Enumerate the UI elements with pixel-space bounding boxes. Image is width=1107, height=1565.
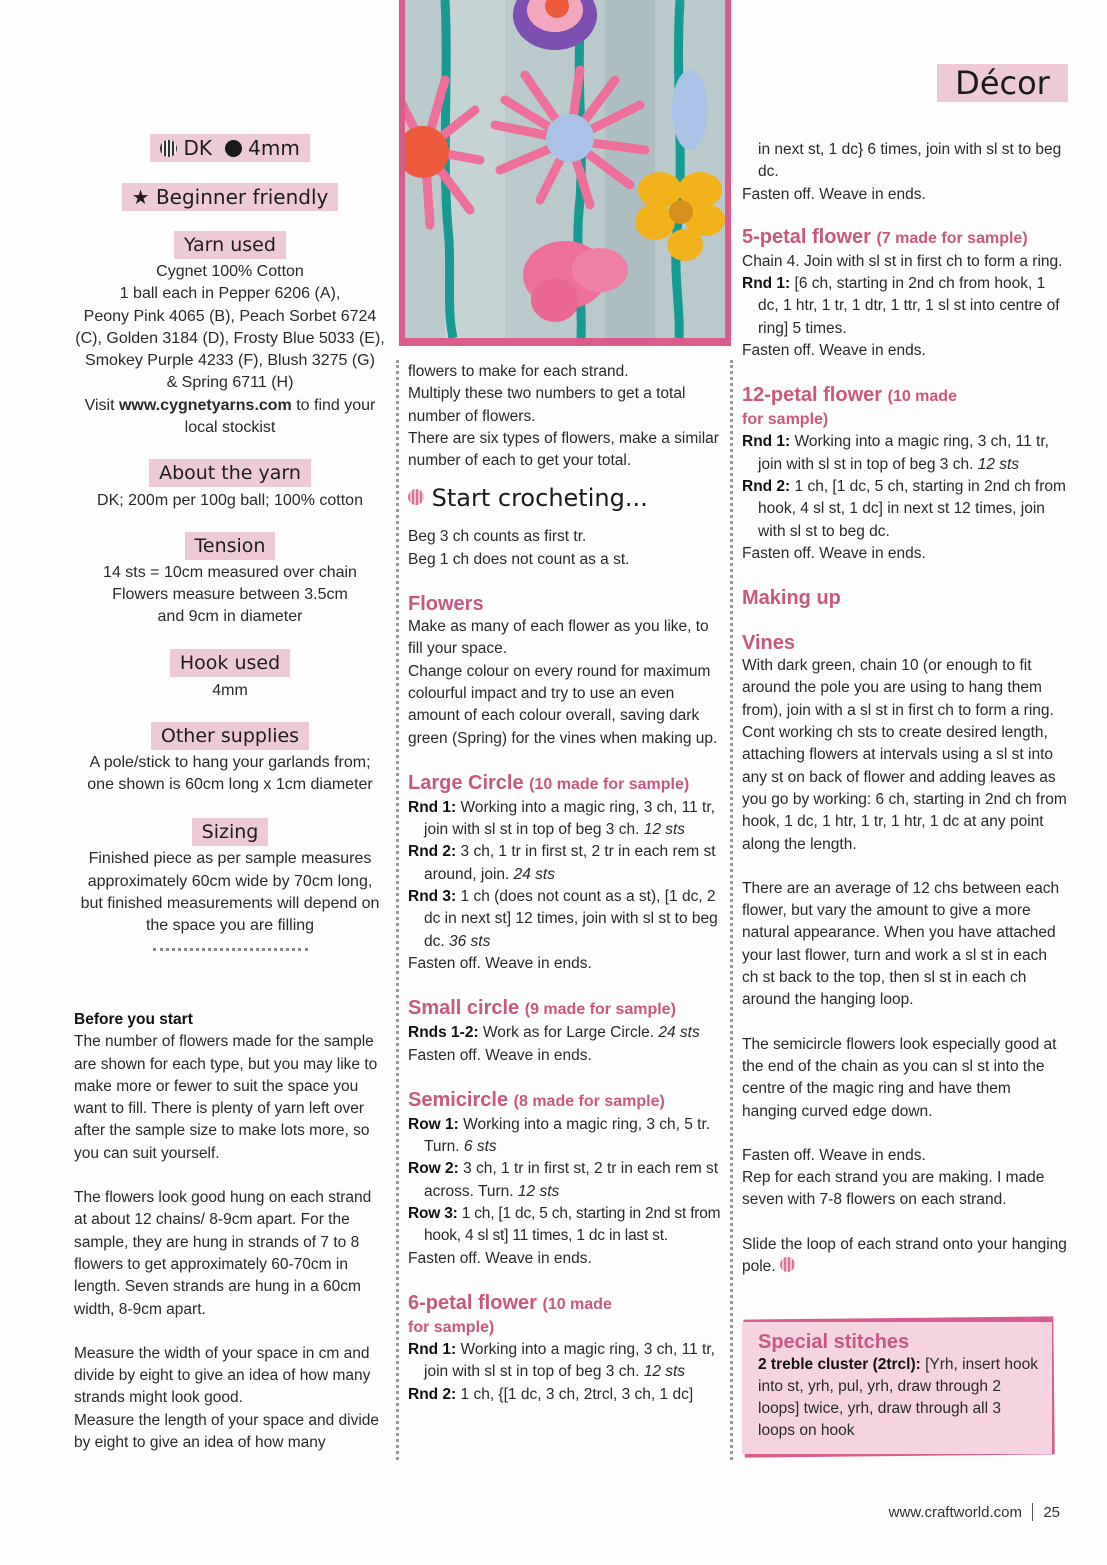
middle-column (408, 361, 726, 1406)
row-label: Row 3: (408, 1205, 458, 1223)
pattern-title: Small circle (408, 997, 520, 1020)
pattern-row (408, 1203, 726, 1248)
row-text: 1 ch, [1 dc, 5 ch, starting in 2nd ch from hook, 4 sl st, 1 dc] in next st 12 times, join with sl st to beg dc. (758, 477, 1066, 540)
special-stitches-heading: Special stitches (758, 1331, 910, 1353)
row-label: Rnd 1: (408, 798, 457, 816)
pattern-title: Semicircle (408, 1088, 509, 1111)
yarn-ball-icon (408, 489, 424, 505)
row-text: 1 ch, [1 dc, 5 ch, starting in 2nd st from hook, 4 sl st] 11 times, 1 dc in last st. (424, 1205, 721, 1245)
pattern-count: (10 made (542, 1295, 612, 1313)
row-count: 12 sts (977, 455, 1020, 473)
small-circle-heading (408, 996, 726, 1022)
project-photo (399, 0, 731, 346)
row-text: 1 ch (does not count as a st), [1 dc, 2 dc in next st] 12 times, join with sl st to beg dc. (424, 888, 718, 950)
row-text: Work as for Large Circle. (478, 1024, 659, 1042)
section-label (937, 64, 1068, 102)
body-text: in next st, 1 dc} 6 times, join with sl st to beg dc. (758, 141, 1062, 181)
row-label: Row 1: (408, 1115, 459, 1133)
body-text: Fasten off. Weave in ends. (408, 1046, 592, 1064)
sizing-heading: Sizing (192, 818, 269, 846)
row-count: 6 sts (463, 1138, 497, 1156)
pattern-count: (10 made (887, 388, 957, 406)
row-count: 12 sts (643, 1363, 686, 1381)
before-paragraph: Measure the width of your space in cm and divide by eight to give an idea of how many strands might look good. (74, 1344, 371, 1407)
body-text: Fasten off. Weave in ends. (408, 954, 592, 972)
five-petal-heading (742, 225, 1067, 251)
about-yarn-heading: About the yarn (149, 459, 311, 487)
row-count: 36 sts (448, 932, 491, 950)
row-text: Working into a magic ring, 3 ch, 5 tr. Turn. (424, 1115, 711, 1156)
pattern-row (742, 476, 1067, 543)
about-yarn-text: DK; 200m per 100g ball; 100% cotton (97, 492, 363, 510)
column-divider (396, 360, 399, 1460)
pattern-count: (10 made for sample) (529, 775, 690, 793)
before-paragraph: Measure the length of your space and divide by eight to give an idea of how many (74, 1411, 380, 1452)
body-text: Beg 1 ch does not count as a st. (408, 550, 630, 568)
hook-used-heading: Hook used (170, 649, 290, 677)
stitch-text: [Yrh, insert hook into st, yrh, pul, yrh, draw through 2 loops] twice, yrh, draw through all 3 loops on hook (758, 1356, 1038, 1439)
special-stitches-box (742, 1322, 1052, 1454)
body-text: The semicircle flowers look especially good at the end of the chain as you can sl st into the centre of the magic ring and have them hanging curved edge down. (742, 1035, 1057, 1120)
row-text: [6 ch, starting in 2nd ch from hook, 1 dc, 1 htr, 1 tr, 1 dtr, 1 ttr, 1 sl st into centre of ring] 5 times. (758, 275, 1060, 337)
semicircle-heading (408, 1088, 726, 1114)
pattern-row (408, 886, 726, 953)
tension-line: Flowers measure between 3.5cm (112, 585, 348, 603)
body-text: With dark green, chain 10 (or enough to fit around the pole you are using to hang them from), join with a sl st in first ch to form a ring. Cont working ch sts to create desired length, attaching flowers at intervals using a sl st into any st on back of flower and adding leaves as you go by working: 6 ch, starting in 2nd ch from hook, 1 dc, 1 htr, 1 tr, 1 htr, 1 dc at any point along the length. (742, 657, 1067, 853)
visit-last: local stockist (184, 419, 276, 437)
body-text: There are six types of flowers, make a similar number of each to get your total. (408, 429, 719, 470)
right-column (742, 139, 1067, 1278)
pattern-count: (8 made for sample) (513, 1092, 665, 1110)
start-crocheting-heading (408, 482, 726, 514)
pattern-title: Large Circle (408, 771, 524, 794)
row-count: 24 sts (658, 1024, 700, 1042)
hook-size: 4mm (248, 136, 300, 160)
pattern-row (408, 841, 726, 886)
sizing-line: approximately 60cm wide by 70cm long, (87, 872, 373, 890)
row-label: Rnd 3: (408, 888, 457, 906)
before-paragraph: The number of flowers made for the sample are shown for each type, but you may like to make more or fewer to suit the space you want to fill. There is plenty of yarn left over after the sample size to make lots more, so you can suit yourself. (74, 1033, 378, 1162)
pattern-row (742, 431, 1067, 476)
footer-divider (1032, 1503, 1033, 1521)
yarn-line: & Spring 6711 (H) (166, 374, 294, 392)
row-text: 1 ch, {[1 dc, 3 ch, 2trcl, 3 ch, 1 dc] (456, 1385, 694, 1403)
page-number: 25 (1043, 1504, 1060, 1521)
row-label: Rnd 2: (408, 843, 457, 861)
difficulty-badge (122, 183, 339, 211)
sizing-line: but finished measurements will depend on (80, 895, 380, 913)
pattern-count: (7 made for sample) (876, 229, 1028, 247)
pattern-count: for sample) (742, 411, 829, 429)
footer (860, 1502, 1060, 1524)
row-count: 12 sts (643, 821, 686, 839)
yarn-used-heading: Yarn used (174, 231, 286, 259)
row-label: Rnd 1: (742, 275, 791, 293)
body-text: Rep for each strand you are making. I made seven with 7-8 flowers on each strand. (742, 1169, 1045, 1209)
closing-text: Slide the loop of each strand onto your hanging pole. (742, 1235, 1067, 1275)
difficulty-text: Beginner friendly (155, 185, 329, 209)
tension-heading: Tension (185, 532, 276, 560)
row-label: Rnd 1: (408, 1340, 457, 1358)
yarn-used-details (70, 261, 390, 439)
pattern-count: for sample) (408, 1318, 495, 1336)
body-text: Fasten off. Weave in ends. (742, 185, 926, 203)
yarn-weight: DK (183, 136, 213, 160)
body-text: Change colour on every round for maximum colourful impact and try to use an even amount of each colour overall, saving dark green (Spring) for the vines when making up. (408, 662, 718, 747)
other-supplies-text (70, 752, 390, 797)
yarn-line: (C), Golden 3184 (D), Frosty Blue 5033 (E), (75, 329, 385, 347)
vines-heading: Vines (742, 632, 795, 655)
pattern-row (408, 1339, 726, 1384)
special-stitch-definition (758, 1354, 1042, 1442)
yarn-website-link[interactable]: www.cygnetyarns.com (118, 396, 292, 414)
visit-suffix: to find your (291, 396, 376, 414)
hook-icon (225, 140, 242, 157)
sizing-line: Finished piece as per sample measures (88, 850, 372, 868)
row-label: Rnd 2: (742, 477, 791, 495)
sidebar (70, 134, 390, 951)
yarn-line: Cygnet 100% Cotton (156, 263, 304, 280)
row-text: Working into a magic ring, 3 ch, 11 tr, join with sl st in top of beg 3 ch. (424, 1340, 715, 1381)
row-text: Working into a magic ring, 3 ch, 11 tr, join with sl st in top of beg 3 ch. (424, 798, 715, 839)
body-text: flowers to make for each strand. (408, 363, 629, 380)
before-paragraph: The flowers look good hung on each strand at about 12 chains/ 8-9cm apart. For the sample, they are hung in strands of 7 to 8 flowers to get approximately 60-70cm in length. Seven strands are hung in a 60cm width, 8-9cm apart. (74, 1189, 372, 1318)
tension-line: and 9cm in diameter (157, 608, 303, 626)
sizing-text (70, 848, 390, 937)
tension-line: 14 sts = 10cm measured over chain (103, 563, 357, 581)
column-divider (730, 360, 733, 1460)
crochet-flowers-image (405, 0, 725, 338)
body-text: Chain 4. Join with sl st in first ch to form a ring. (742, 252, 1063, 270)
large-circle-heading (408, 771, 726, 797)
row-label: Rnds 1-2: (408, 1024, 479, 1042)
body-text: There are an average of 12 chs between each flower, but vary the amount to give a more natural appearance. When you have attached your last flower, turn and work a sl st in each ch st back to the top, then sl st in each ch around the hanging loop. (742, 879, 1060, 1009)
body-text: Beg 3 ch counts as first tr. (408, 528, 587, 546)
flowers-heading: Flowers (408, 593, 484, 616)
body-text (742, 1234, 1067, 1279)
supplies-line: A pole/stick to hang your garlands from; (89, 753, 371, 771)
row-text: Working into a magic ring, 3 ch, 11 tr, join with sl st in top of beg 3 ch. (758, 433, 1049, 473)
yarn-ball-icon (780, 1257, 795, 1272)
pattern-title: 5-petal flower (742, 225, 871, 248)
hook-used-text: 4mm (212, 681, 248, 699)
other-supplies-heading: Other supplies (151, 722, 309, 750)
tension-text (70, 562, 390, 629)
section-label-text: Décor (955, 64, 1050, 102)
yarn-weight-badge (150, 134, 310, 162)
start-crocheting-text: Start crocheting... (431, 484, 648, 513)
visit-prefix: Visit (84, 396, 119, 414)
pattern-title: 6-petal flower (408, 1291, 537, 1314)
pattern-count: (9 made for sample) (524, 1001, 676, 1019)
pattern-row (408, 1158, 726, 1203)
row-label: Rnd 2: (408, 1385, 457, 1403)
body-text: Fasten off. Weave in ends. (742, 342, 926, 360)
twelve-petal-heading (742, 383, 1067, 409)
pattern-row (408, 1114, 726, 1159)
sizing-line: the space you are filling (145, 917, 315, 935)
before-you-start (74, 1009, 388, 1454)
pattern-title: 12-petal flower (742, 384, 883, 407)
row-count: 24 sts (513, 865, 555, 883)
yarn-line: Smokey Purple 4233 (F), Blush 3275 (G) (85, 352, 375, 370)
body-text: Fasten off. Weave in ends. (742, 1146, 926, 1164)
before-heading: Before you start (74, 1011, 193, 1028)
pattern-row (408, 797, 726, 842)
star-icon: ★ (131, 185, 150, 209)
dotted-separator (153, 948, 308, 951)
making-up-heading: Making up (742, 587, 841, 610)
pattern-row (408, 1384, 726, 1406)
footer-url[interactable]: www.craftworld.com (888, 1504, 1022, 1521)
body-text: Fasten off. Weave in ends. (742, 544, 926, 562)
row-text: 3 ch, 1 tr in first st, 2 tr in each rem st across. Turn. (424, 1160, 719, 1200)
yarn-line: Peony Pink 4065 (B), Peach Sorbet 6724 (83, 307, 377, 325)
pattern-row (408, 1022, 726, 1044)
yarn-ball-icon (160, 140, 177, 157)
yarn-line: 1 ball each in Pepper 6206 (A), (119, 285, 341, 303)
row-label: Row 2: (408, 1160, 459, 1178)
row-count: 12 sts (517, 1182, 560, 1200)
body-text: Multiply these two numbers to get a total number of flowers. (408, 385, 686, 425)
supplies-line: one shown is 60cm long x 1cm diameter (87, 776, 373, 794)
pattern-row (742, 273, 1067, 340)
body-text: Fasten off. Weave in ends. (408, 1249, 592, 1267)
row-text: 3 ch, 1 tr in first st, 2 tr in each rem st around, join. (424, 843, 716, 883)
stitch-label: 2 treble cluster (2trcl): (758, 1356, 921, 1373)
row-label: Rnd 1: (742, 433, 791, 451)
body-text: Make as many of each flower as you like, to fill your space. (408, 618, 709, 658)
six-petal-heading (408, 1291, 726, 1317)
